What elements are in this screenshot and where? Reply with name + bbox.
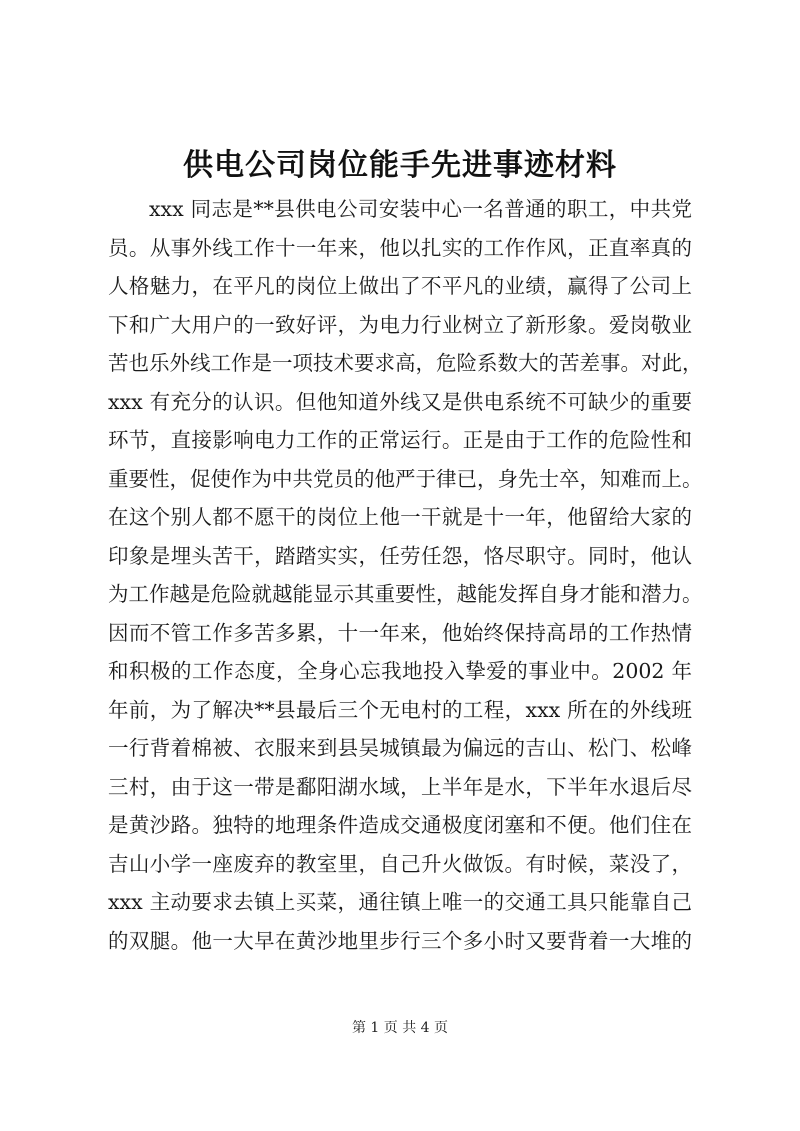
body-line: 员。从事外线工作十一年来，他以扎实的工作作风，正直率真的: [108, 235, 692, 260]
body-line: 的双腿。他一大早在黄沙地里步行三个多小时又要背着一大堆的: [108, 928, 692, 953]
body-line: 重要性，促使作为中共党员的他严于律已，身先士卒，知难而上。: [108, 466, 703, 491]
body-line: 人格魅力，在平凡的岗位上做出了不平凡的业绩，赢得了公司上: [108, 274, 692, 298]
body-line: 是黄沙路。独特的地理条件造成交通极度闭塞和不便。他们住在: [108, 813, 692, 837]
body-line: 苦也乐外线工作是一项技术要求高，危险系数大的苦差事。对此，: [108, 351, 703, 375]
body-line: 因而不管工作多苦多累，十一年来，他始终保持高昂的工作热情: [108, 620, 692, 645]
body-line: 在这个别人都不愿干的岗位上他一干就是十一年，他留给大家的: [108, 505, 692, 529]
body-line: xxx 有充分的认识。但他知道外线又是供电系统不可缺少的重要: [108, 389, 692, 414]
body-line: 一行背着棉被、衣服来到县吴城镇最为偏远的吉山、松门、松峰: [108, 736, 692, 760]
body-line: 吉山小学一座废弃的教室里，自己升火做饭。有时候，菜没了，: [108, 851, 692, 876]
page-footer: 第 1 页 共 4 页: [351, 1020, 449, 1036]
body-line: 印象是埋头苦干，踏踏实实，任劳任怨，恪尽职守。同时，他认: [108, 543, 692, 568]
body-line: 和积极的工作态度，全身心忘我地投入挚爱的事业中。2002 年: [108, 659, 692, 683]
body-line: 三村，由于这一带是鄱阳湖水域，上半年是水，下半年水退后尽: [108, 774, 692, 799]
body-line: xxx 主动要求去镇上买菜，通往镇上唯一的交通工具只能靠自己: [108, 890, 692, 914]
body-line: 下和广大用户的一致好评，为电力行业树立了新形象。爱岗敬业: [108, 312, 692, 337]
body-line: 环节，直接影响电力工作的正常运行。正是由于工作的危险性和: [108, 428, 692, 452]
body-line: 为工作越是危险就越能显示其重要性，越能发挥自身才能和潜力。: [108, 582, 703, 606]
body-line: xxx 同志是**县供电公司安装中心一名普通的职工，中共党: [149, 197, 692, 221]
body-line: 年前，为了解决**县最后三个无电村的工程，xxx 所在的外线班: [108, 697, 692, 722]
document-title: 供电公司岗位能手先进事迹材料: [183, 148, 617, 183]
document-body: [108, 190, 703, 960]
